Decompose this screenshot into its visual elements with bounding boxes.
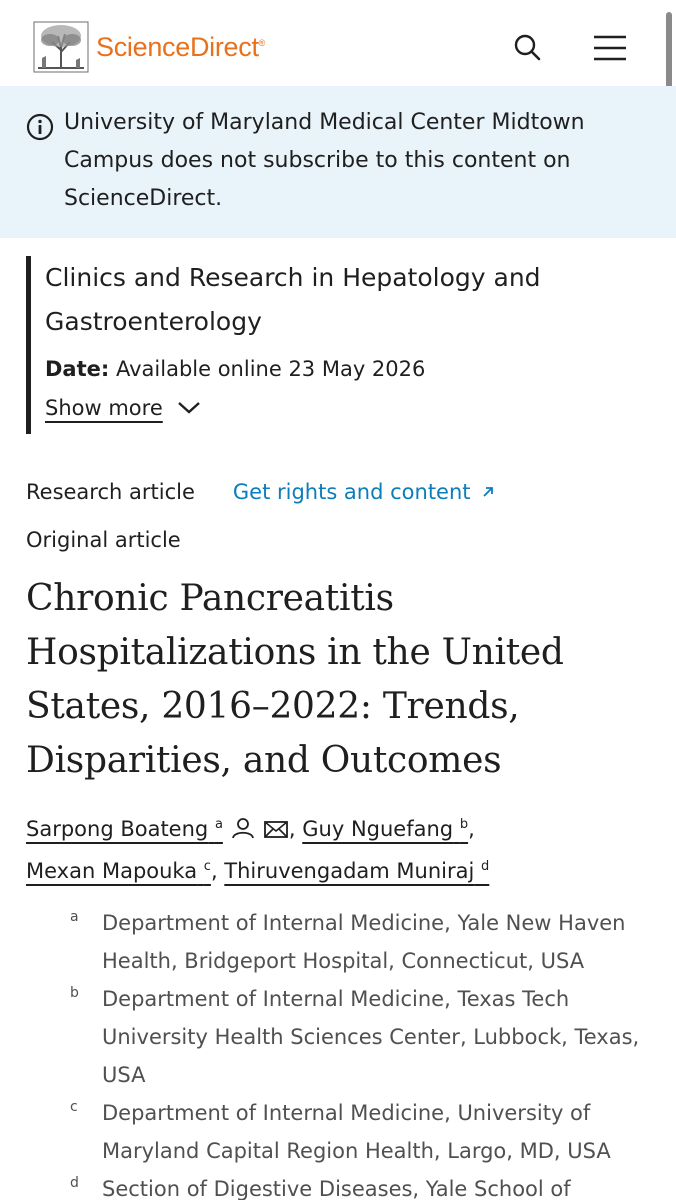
publication-date — [45, 356, 656, 382]
author-link[interactable]: Sarpong Boateng $^a$ — [26, 817, 289, 841]
affiliation-label: d — [70, 1175, 79, 1191]
show-more-button[interactable] — [45, 396, 656, 420]
affiliation-item — [70, 980, 650, 1094]
access-notice-text: University of Maryland Medical Center Midtown Campus does not subscribe to this content on ScienceDirect. — [64, 110, 585, 211]
author-link[interactable]: Mexan Mapouka $^c$ — [26, 859, 211, 883]
show-more-label: Show more — [45, 396, 163, 420]
author-link[interactable]: Guy Nguefang $^b$ — [302, 817, 469, 841]
rights-link-label: Get rights and content — [232, 480, 471, 504]
menu-icon — [591, 30, 629, 66]
author-link[interactable]: Thiruvengadam Muniraj $^d$ — [224, 859, 490, 883]
affiliation-text: Department of Internal Medicine, Yale New Haven Health, Bridgeport Hospital, Connecticut, USA — [102, 911, 626, 973]
menu-button[interactable] — [591, 30, 629, 66]
sciencedirect-logo[interactable] — [32, 20, 265, 74]
article-title: Chronic Pancreatitis Hospitalizations in the United States, 2016–2022: Trends, Disparities, and Outcomes — [26, 578, 564, 781]
rights-content-link[interactable] — [233, 480, 495, 504]
affiliation-text: Department of Internal Medicine, University of Maryland Capital Region Health, Largo, MD, USA — [102, 1101, 611, 1163]
affiliation-text: Department of Internal Medicine, Texas Tech University Health Sciences Center, Lubbock, Texas, USA — [102, 987, 640, 1087]
affiliation-label: b — [70, 985, 79, 1001]
affiliation-item — [70, 1170, 650, 1200]
chevron-down-icon — [177, 401, 201, 415]
journal-title[interactable]: Clinics and Research in Hepatology and Gastroenterology — [45, 263, 541, 336]
affiliation-label: a — [70, 909, 79, 925]
search-icon — [510, 30, 546, 66]
affiliation-label: c — [70, 1099, 78, 1115]
affiliation-text: Section of Digestive Diseases, Yale School of — [102, 1177, 571, 1200]
article-meta-row — [26, 476, 646, 508]
article-category: Original article — [26, 528, 181, 552]
affiliation-item — [70, 904, 650, 980]
affiliation-item — [70, 1094, 650, 1170]
envelope-icon — [263, 819, 289, 839]
affiliation-list — [70, 904, 650, 1200]
journal-info — [26, 256, 656, 434]
date-value: Available online 23 May 2026 — [115, 357, 426, 381]
registered-mark: ® — [258, 37, 266, 48]
site-header — [0, 0, 676, 86]
search-button[interactable] — [510, 30, 546, 66]
info-icon — [26, 113, 54, 141]
author-list: Sarpong Boateng $^a$ , Guy Nguefang $^b$, Mexan Mapouka $^c$, Thiruvengadam Muniraj $^d$ — [26, 817, 490, 883]
external-arrow-icon — [481, 485, 495, 499]
person-icon — [231, 817, 255, 839]
date-label: Date: — [45, 357, 110, 381]
article-type: Research article — [26, 480, 195, 504]
brand-name: ScienceDirect — [96, 31, 259, 62]
elsevier-tree-icon — [32, 20, 90, 74]
